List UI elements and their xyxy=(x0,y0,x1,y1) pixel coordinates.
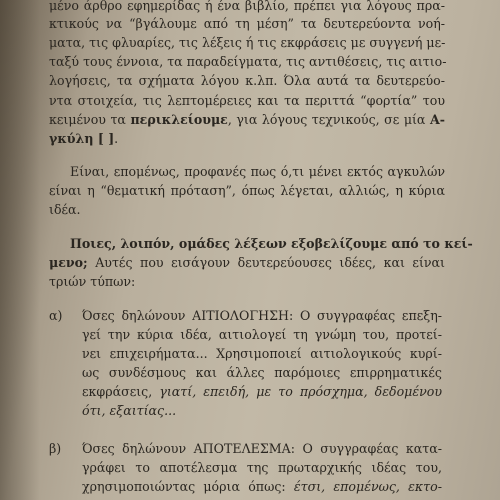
list-item-line: γεί την κύρια ιδέα, αιτιολογεί τη γνώμη του, προτεί- xyxy=(82,327,442,342)
text-run: . xyxy=(114,131,119,146)
text-line: είναι η “θεματική πρόταση”, όπως λέγεται, αλλιώς, η κύρια xyxy=(49,183,445,198)
list-item-line: γράφει το αποτέλεσμα της πρωταρχικής ιδέας του, xyxy=(82,460,442,475)
question-line xyxy=(70,235,473,252)
italic-examples: γιατί, επειδή, με το πρόσχημα, δεδομένου xyxy=(159,384,442,399)
text-run: εκφράσεις, xyxy=(82,384,153,399)
text-line: ντα στοιχεία, τις λεπτομέρειες και τα περιττά “φορτία” του xyxy=(49,93,445,108)
item-label: β) xyxy=(49,441,62,456)
text-line: ταξύ τους έννοια, τα παραδείγματα, τις αντιθέσεις, τις αιτιο- xyxy=(49,54,447,69)
text-line: κτικούς να “βγάλουμε από τη μέση” τα δευτερεύοντα νοή- xyxy=(49,16,445,31)
text-run: , για λόγους τεχνικούς, σε μία xyxy=(227,112,426,127)
list-item-line xyxy=(82,478,442,495)
text-line: ματα, τις φλυαρίες, τις λέξεις ή τις εκφράσεις με συγγενή με- xyxy=(49,35,446,50)
list-item-line xyxy=(82,402,442,419)
italic-examples: ότι, εξαιτίας... xyxy=(82,403,177,418)
text-line xyxy=(49,111,445,128)
text-line xyxy=(49,130,445,147)
text-line: μένο άρθρο εφημερίδας ή ένα βιβλίο, πρέπει για λόγους πρα- xyxy=(49,0,445,13)
bold-question: Ποιες, λοιπόν, ομάδες λέξεων εξοβελίζουμε από το κεί- xyxy=(70,236,473,251)
bold-term: περικλείουμε xyxy=(130,112,228,127)
bold-question: μενο; xyxy=(49,255,88,270)
text-run: χρησιμοποιώντας μόρια όπως: xyxy=(82,479,286,494)
text-line: τριών τύπων: xyxy=(49,274,136,289)
text-run: κειμένου τα xyxy=(49,112,126,127)
page-binding-shadow xyxy=(0,0,40,500)
text-line: λογήσεις, τα σχήματα λόγου κ.λπ. Όλα αυτά τα δευτερεύο- xyxy=(49,73,445,88)
list-item-line: Όσες δηλώνουν ΑΙΤΙΟΛΟΓΗΣΗ: Ο συγγραφέας επεξη- xyxy=(82,308,442,323)
list-item-line: νει επιχειρήματα... Χρησιμοποιεί αιτιολογικούς κυρί- xyxy=(82,346,442,361)
bold-term: Α- xyxy=(429,112,445,127)
list-item-line xyxy=(82,383,442,400)
list-item-line: ως συνδέσμους και άλλες παρόμοιες επιρρηματικές xyxy=(82,365,442,380)
text-run: Αυτές που εισάγουν δευτερεύουσες ιδέες, και είναι xyxy=(87,255,445,270)
bold-term: γκύλη [ ] xyxy=(49,131,115,146)
item-label: α) xyxy=(49,308,63,323)
question-line xyxy=(49,254,445,271)
text-line: Είναι, επομένως, προφανές πως ό,τι μένει εκτός αγκυλών xyxy=(70,164,445,179)
italic-examples: έτσι, επομένως, εκτο- xyxy=(293,479,442,494)
list-item-line: Όσες δηλώνουν ΑΠΟΤΕΛΕΣΜΑ: Ο συγγραφέας κατα- xyxy=(82,441,442,456)
text-line: ιδέα. xyxy=(49,202,81,217)
